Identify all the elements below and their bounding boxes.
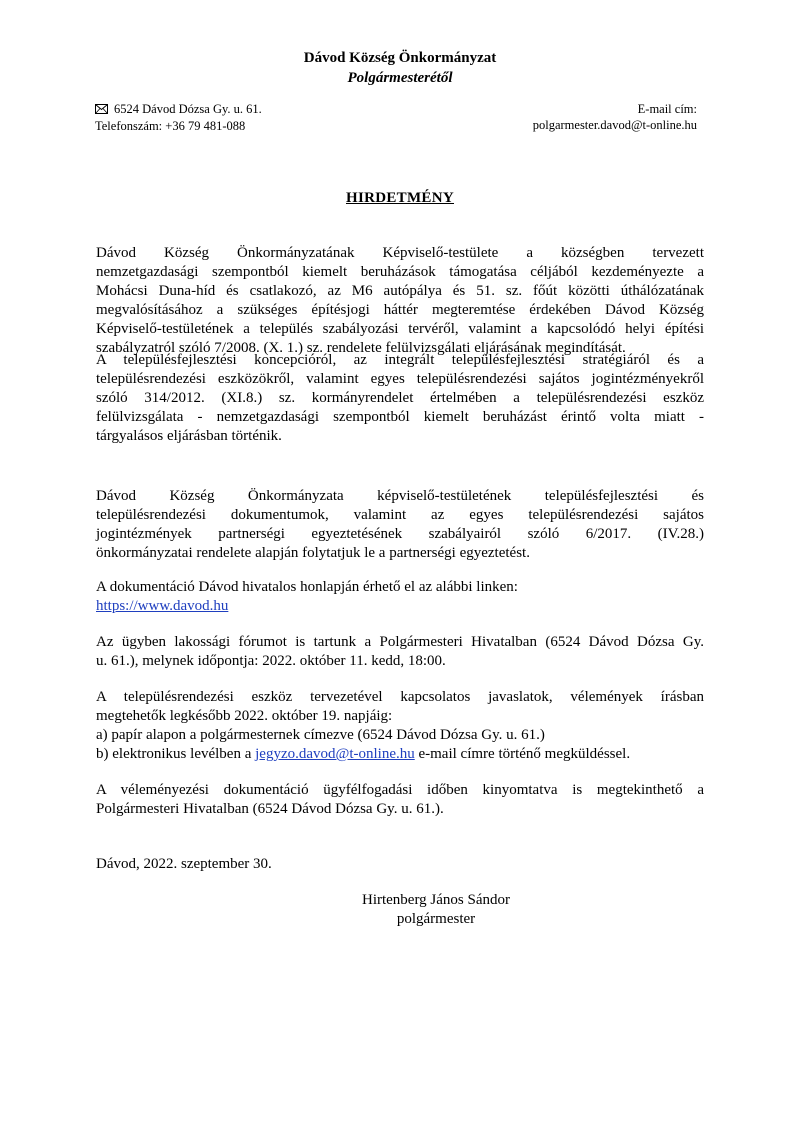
paragraph-feedback — [96, 688, 704, 764]
email-address: polgarmester.davod@t-online.hu — [532, 118, 697, 132]
paragraph-line: felülvizsgálata - nemzetgazdasági szempontból kiemelt beruházást érintő volta miatt - — [96, 409, 704, 425]
paragraph-line: A településfejlesztési koncepcióról, az integrált településfejlesztési stratégiáról és a — [96, 352, 704, 368]
website-link[interactable]: https://www.davod.hu — [96, 598, 229, 614]
paragraph-line: jogintézmények partnerségi egyeztetésének szabályairól szóló 6/2017. (IV.28.) — [96, 526, 704, 542]
paragraph-line: A véleményezési dokumentáció ügyfélfogadási időben kinyomtatva is megtekinthető a — [96, 782, 704, 798]
document-title: HIRDETMÉNY — [345, 190, 454, 206]
paragraph-line: megvalósításához a szükséges építésjogi háttér megteremtése érdekében Dávod Község — [96, 302, 704, 318]
address-line — [95, 101, 262, 118]
paragraph-line: szóló 314/2012. (XI.8.) sz. kormányrendelet értelmében a településrendezési eszköz — [96, 390, 704, 406]
paragraph-documentation — [96, 578, 704, 616]
paragraph-line: Az ügyben lakossági fórumot is tartunk a Polgármesteri Hivatalban (6524 Dávod Dózsa Gy. — [96, 634, 704, 650]
document-date: Dávod, 2022. szeptember 30. — [96, 856, 272, 872]
paragraph-line: Dávod Község Önkormányzatának Képviselő-testülete a községben tervezett — [96, 245, 704, 261]
signer-title: polgármester — [396, 911, 476, 927]
phone-line: Telefonszám: +36 79 481-088 — [95, 119, 246, 133]
paragraph-forum — [96, 633, 704, 671]
paragraph-line: önkormányzatai rendelete alapján folytatjuk le a partnerségi egyeztetést. — [96, 545, 530, 561]
envelope-icon — [95, 102, 108, 118]
paragraph-line: településrendezési eszközökről, valamint egyes településrendezési sajátos jogintézményekről — [96, 371, 704, 387]
paragraph-line: A dokumentáció Dávod hivatalos honlapján érhető el az alábbi linken: — [96, 579, 518, 595]
paragraph-line: u. 61.), melynek időpontja: 2022. október 11. kedd, 18:00. — [96, 653, 446, 669]
paragraph-line: a) papír alapon a polgármesternek címezve (6524 Dávod Dózsa Gy. u. 61.) — [96, 727, 545, 743]
paragraph-line: nemzetgazdasági szempontból kiemelt beruházások támogatása céljából kezdeményezte a — [96, 264, 704, 280]
paragraph-line: Polgármesteri Hivatalban (6524 Dávod Dózsa Gy. u. 61.). — [96, 801, 444, 817]
contact-right — [533, 101, 697, 133]
paragraph-procedure — [96, 351, 704, 446]
email-label: E-mail cím: — [637, 102, 697, 116]
address-text: 6524 Dávod Dózsa Gy. u. 61. — [114, 102, 262, 116]
email-link[interactable]: jegyzo.davod@t-online.hu — [255, 746, 415, 762]
feedback-email-prefix: b) elektronikus levélben a — [96, 746, 256, 762]
paragraph-line: tárgyalásos eljárásban történik. — [96, 428, 282, 444]
paragraph-line: szabályzatról szóló 7/2008. (X. 1.) sz. rendelete felülvizsgálati eljárásának megindítását. — [96, 340, 626, 356]
paragraph-line — [96, 597, 704, 616]
contact-left — [95, 101, 262, 134]
signer-name: Hirtenberg János Sándor — [361, 892, 511, 908]
paragraph-line: Dávod Község Önkormányzata képviselő-testületének településfejlesztési és — [96, 488, 704, 504]
paragraph-line: megtehetők legkésőbb 2022. október 19. napjáig: — [96, 708, 393, 724]
org-subtitle: Polgármesterétől — [347, 70, 453, 86]
paragraph-line — [96, 745, 704, 764]
org-name: Dávod Község Önkormányzat — [303, 50, 497, 66]
paragraph-viewing — [96, 781, 704, 819]
feedback-email-suffix: e-mail címre történő megküldéssel. — [414, 746, 631, 762]
paragraph-line: A településrendezési eszköz tervezetével kapcsolatos javaslatok, vélemények írásban — [96, 689, 704, 705]
paragraph-line: Mohácsi Duna-híd és csatlakozó, az M6 autópálya és 51. sz. főút közötti úthálózatának — [96, 283, 704, 299]
paragraph-initiative — [96, 244, 704, 358]
paragraph-line: településrendezési dokumentumok, valamint az egyes településrendezési sajátos — [96, 507, 704, 523]
paragraph-line: Képviselő-testületének a település szabályozási tervéről, valamint a kapcsolódó helyi építési — [96, 321, 704, 337]
paragraph-partnership — [96, 487, 704, 563]
